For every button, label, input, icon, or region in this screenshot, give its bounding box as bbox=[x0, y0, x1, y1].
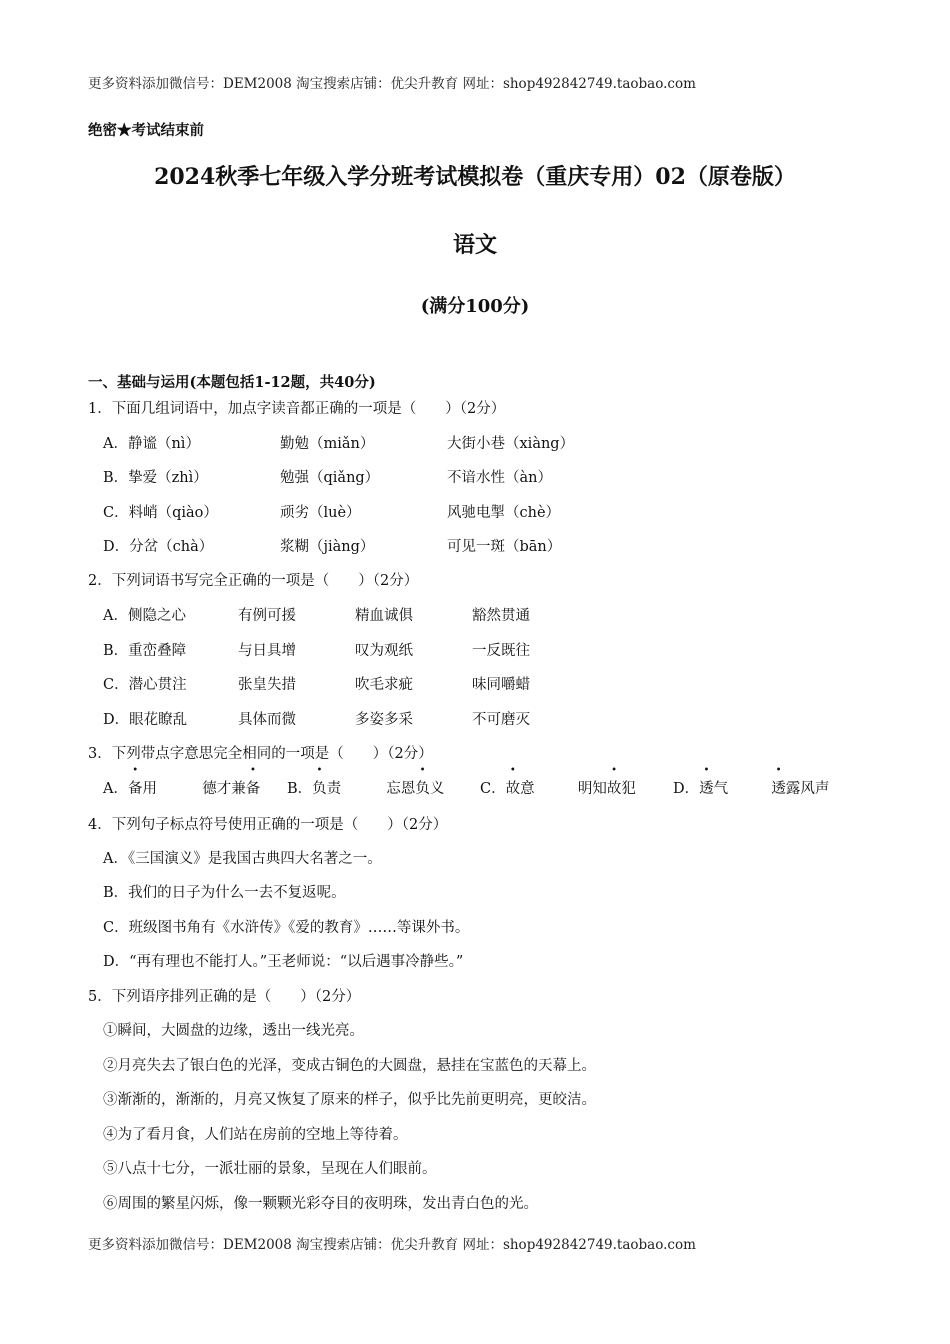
question-1-stem: 1．下面几组词语中，加点字读音都正确的一项是（ ）（2分） bbox=[88, 401, 506, 417]
q1-option-a-3: 大街小巷（xiàng） bbox=[447, 436, 575, 452]
q2-option-d-3: 多姿多采 bbox=[355, 712, 413, 728]
question-2-stem: 2．下列词语书写完全正确的一项是（ ）（2分） bbox=[88, 573, 419, 589]
q1-option-d-2: 浆糊（jiàng） bbox=[280, 539, 375, 555]
page-header: 更多资料添加微信号：DEM2008 淘宝搜索店铺：优尖升教育 网址：shop492842749.taobao.com bbox=[88, 76, 696, 92]
q2-option-c-2: 张皇失措 bbox=[238, 677, 296, 693]
question-3-stem: 3．下列带点字意思完全相同的一项是（ ）（2分） bbox=[88, 746, 433, 762]
q5-sentence-5: ⑤八点十七分，一派壮丽的景象，呈现在人们眼前。 bbox=[103, 1161, 437, 1177]
q1-option-d-3: 可见一斑（bān） bbox=[447, 539, 562, 555]
q4-option-a: A．《三国演义》是我国古典四大名著之一。 bbox=[103, 851, 382, 867]
question-4-stem: 4．下列句子标点符号使用正确的一项是（ ）（2分） bbox=[88, 817, 448, 833]
dotted-char: 备 bbox=[127, 781, 143, 797]
q2-option-d-2: 具体而微 bbox=[238, 712, 296, 728]
page-footer: 更多资料添加微信号：DEM2008 淘宝搜索店铺：优尖升教育 网址：shop492842749.taobao.com bbox=[88, 1237, 696, 1253]
q1-option-c-3: 风驰电掣（chè） bbox=[447, 505, 561, 521]
dotted-char: 负 bbox=[312, 781, 327, 797]
q3-option-a: A．备用 德才兼备 bbox=[103, 777, 260, 798]
q5-sentence-4: ④为了看月食，人们站在房前的空地上等待着。 bbox=[103, 1127, 408, 1143]
q3-option-c: C．故意 明知故犯 bbox=[480, 777, 636, 798]
dotted-char: 负 bbox=[415, 781, 430, 797]
q4-option-d: D．“再有理也不能打人。”王老师说：“以后遇事冷静些。” bbox=[103, 954, 464, 970]
dotted-char: 透 bbox=[699, 781, 714, 797]
q2-option-c-1: C．潜心贯注 bbox=[103, 677, 187, 693]
q1-option-b-2: 勉强（qiǎng） bbox=[280, 470, 380, 486]
q1-option-c-1: C．料峭（qiào） bbox=[103, 505, 218, 521]
q1-option-b-1: B．挚爱（zhì） bbox=[103, 470, 208, 486]
q5-sentence-6: ⑥周围的繁星闪烁，像一颗颗光彩夺目的夜明珠，发出青白色的光。 bbox=[103, 1196, 538, 1212]
dotted-char: 透 bbox=[771, 781, 786, 797]
q2-option-a-1: A．侧隐之心 bbox=[103, 608, 186, 624]
q2-option-c-4: 味同嚼蜡 bbox=[472, 677, 530, 693]
dotted-char: 故 bbox=[606, 781, 622, 797]
q5-sentence-1: ①瞬间，大圆盘的边缘，透出一线光亮。 bbox=[103, 1023, 364, 1039]
q2-option-a-2: 有例可援 bbox=[238, 608, 296, 624]
dotted-char: 备 bbox=[245, 781, 261, 797]
q1-option-c-2: 顽劣（luè） bbox=[280, 505, 361, 521]
q3-option-d: D．透气 透露风声 bbox=[673, 777, 829, 798]
q2-option-c-3: 吹毛求疵 bbox=[355, 677, 413, 693]
q1-option-a-1: A．静谧（nì） bbox=[103, 436, 200, 452]
q1-option-b-3: 不谙水性（àn） bbox=[447, 470, 552, 486]
q2-option-d-1: D．眼花瞭乱 bbox=[103, 712, 188, 728]
q4-option-b: B．我们的日子为什么一去不复返呢。 bbox=[103, 885, 346, 901]
q1-option-a-2: 勤勉（miǎn） bbox=[280, 436, 375, 452]
q1-option-d-1: D．分岔（chà） bbox=[103, 539, 214, 555]
q2-option-b-4: 一反既往 bbox=[472, 643, 530, 659]
full-score: (满分100分) bbox=[420, 296, 530, 317]
confidential-label: 绝密★考试结束前 bbox=[88, 122, 204, 139]
q2-option-d-4: 不可磨灭 bbox=[472, 712, 530, 728]
q5-sentence-2: ②月亮失去了银白色的光泽，变成古铜色的大圆盘，悬挂在宝蓝色的天幕上。 bbox=[103, 1058, 596, 1074]
exam-title: 2024秋季七年级入学分班考试模拟卷（重庆专用）02（原卷版） bbox=[154, 164, 796, 190]
q3-option-b: B．负责 忘恩负义 bbox=[287, 777, 444, 798]
question-5-stem: 5．下列语序排列正确的是（ ）（2分） bbox=[88, 989, 361, 1005]
q2-option-b-1: B．重峦叠障 bbox=[103, 643, 187, 659]
q2-option-a-3: 精血诚俱 bbox=[355, 608, 413, 624]
q2-option-a-4: 豁然贯通 bbox=[472, 608, 530, 624]
q2-option-b-2: 与日具增 bbox=[238, 643, 296, 659]
subject-title: 语文 bbox=[452, 232, 497, 258]
q4-option-c: C．班级图书角有《水浒传》《爱的教育》……等课外书。 bbox=[103, 920, 470, 936]
section-heading: 一、基础与运用(本题包括1-12题，共40分) bbox=[88, 374, 376, 391]
q2-option-b-3: 叹为观纸 bbox=[355, 643, 413, 659]
dotted-char: 故 bbox=[505, 781, 521, 797]
q5-sentence-3: ③渐渐的，渐渐的，月亮又恢复了原来的样子，似乎比先前更明亮，更皎洁。 bbox=[103, 1092, 596, 1108]
